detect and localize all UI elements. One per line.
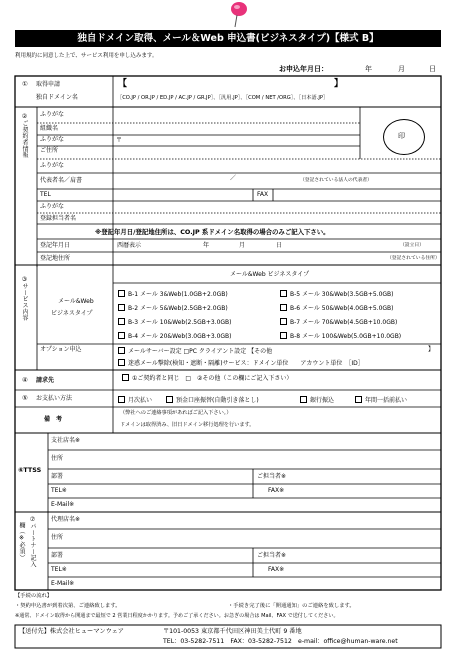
address-label: ご住所 — [40, 147, 59, 154]
plan-b6[interactable]: B-6 メール 50&Web(4.0GB+5.0GB) — [280, 304, 394, 312]
payment-label: お支払い方法 — [36, 395, 73, 402]
plan-b2[interactable]: B-2 メール 5&Web(2.5GB+2.0GB) — [118, 304, 228, 312]
reg-person-label: 登録担当者名 — [40, 215, 77, 222]
domain-bracket-open: 【 — [118, 79, 128, 89]
send-address: 〒101-0053 東京都千代田区神田美土代町 9 番地 — [163, 628, 302, 635]
section4-number: ④ — [22, 376, 28, 384]
section1-number: ① — [22, 80, 28, 88]
section6-label: ⑥TTSS — [18, 466, 42, 474]
remarks-label: 備 考 — [44, 416, 63, 423]
checkbox[interactable] — [118, 290, 125, 297]
agreement-text: 利用規約に同意した上で、サービス利用を申し込みます。 — [15, 53, 158, 59]
flow-line3: ※通常、ドメイン取得から開通まで最短で 2 営業日程度かかります。予めご了承ください。お急ぎの場合は Mail、FAX で送付してください。 — [15, 613, 339, 619]
partner-person-label: ご担当者※ — [257, 552, 287, 559]
branch-input[interactable] — [100, 435, 440, 449]
ttss-tel-label: TEL※ — [51, 487, 67, 494]
payment-bank[interactable]: 銀行振込 — [300, 396, 334, 404]
partner-address-label: 住所 — [51, 534, 64, 541]
plan-b5[interactable]: B-5 メール 30&Web(3.5GB+5.0GB) — [280, 290, 394, 298]
plan-b7[interactable]: B-7 メール 70&Web(4.5GB+10.0GB) — [280, 318, 397, 326]
plan-b4[interactable]: B-4 メール 20&Web(3.0GB+3.0GB) — [118, 332, 232, 340]
remarks-line1: （弊社へのご連絡事項があればご記入下さい。） — [120, 410, 232, 416]
ttss-address-label: 住所 — [51, 455, 64, 462]
ttss-dept-label: 部署 — [51, 473, 64, 480]
apply-date-label: お申込年月日： — [279, 65, 328, 73]
partner-fax-label: FAX※ — [268, 566, 285, 573]
checkbox[interactable] — [166, 396, 173, 403]
reg-addr-label: 登記地住所 — [40, 255, 71, 262]
partner-dept-label: 部署 — [51, 552, 64, 559]
reg-addr-input[interactable] — [114, 253, 384, 263]
partner-email-label: E-Mail※ — [51, 580, 75, 587]
org-furigana2-label: ふりがな — [40, 136, 65, 143]
reg-addr-note: （登記されている住所） — [387, 256, 440, 261]
reg-month: 月 — [239, 242, 246, 249]
plan-b1[interactable]: B-1 メール 3&Web(1.0GB+2.0GB) — [118, 290, 228, 298]
payment-annual[interactable]: 年間一括前払い — [355, 396, 407, 404]
org-name-input[interactable] — [114, 124, 359, 134]
option-other-close: 】 — [428, 346, 435, 353]
reg-date-label: 登記年月日 — [40, 242, 71, 249]
checkbox[interactable] — [118, 359, 125, 366]
rep-name-label: 代表者名／肩書 — [40, 177, 83, 184]
agency-input[interactable] — [100, 514, 440, 528]
ttss-person-label: ご担当者※ — [257, 473, 287, 480]
checkbox[interactable] — [118, 332, 125, 339]
flow-line2: ・手続き完了後に「開通通知」のご連絡を致します。 — [228, 603, 355, 609]
org-name-label: 組織名 — [40, 125, 59, 132]
option-label: オプション申込 — [40, 346, 82, 353]
checkbox[interactable] — [280, 290, 287, 297]
send-contact: TEL：03-5282-7511 FAX：03-5282-7512 e-mail：office@human-ware.net — [163, 638, 398, 645]
section1-label-a: 取得申請 — [36, 81, 61, 88]
era-label: 西暦表示 — [117, 242, 142, 249]
reg-day: 日 — [276, 242, 283, 249]
remarks-line2: ドメインは取得済み、旧日ドメイン移行処理を行います。 — [120, 422, 255, 428]
reg-furigana-label: ふりがな — [40, 203, 65, 210]
checkbox[interactable] — [280, 304, 287, 311]
checkbox[interactable] — [280, 332, 287, 339]
fax-label: FAX — [257, 191, 269, 198]
rep-name-input[interactable] — [114, 174, 224, 186]
apply-year: 年 — [365, 65, 372, 73]
rep-slash: ／ — [230, 175, 237, 182]
billing-label: 請求先 — [36, 377, 55, 384]
registration-notice: ※登記年月日/登記地住所は、CO.JP 系ドメイン名取得の場合のみご記入下さい。 — [95, 228, 330, 236]
option-spam-filter[interactable]: 迷惑メール撃除(検知・遮断・隔離)サービス：ドメイン単位 アカウント単位 ［ID］ — [118, 359, 364, 367]
checkbox[interactable] — [355, 396, 362, 403]
ttss-email-label: E-Mail※ — [51, 501, 75, 508]
mw-label-a: メール&Web — [58, 298, 94, 305]
tel-input[interactable] — [114, 190, 252, 200]
checkbox[interactable] — [122, 374, 129, 381]
apply-day: 日 — [429, 65, 436, 73]
checkbox[interactable] — [280, 318, 287, 325]
plan-b8[interactable]: B-8 メール 100&Web(5.0GB+10.0GB) — [280, 332, 401, 340]
checkbox[interactable] — [118, 347, 125, 354]
fax-input[interactable] — [274, 190, 440, 200]
section2-label: ②ご契約者情報 — [21, 113, 28, 159]
billing-options[interactable]: ①ご契約者と同じ □ ②その他（この欄にご記入下さい） — [122, 374, 292, 382]
mw-label-b: ビジネスタイプ — [51, 310, 93, 317]
option-server-setup[interactable]: メールサーバー設定 □PC クライアント設定 【その他 — [118, 347, 272, 355]
domain-name-input[interactable] — [128, 80, 328, 91]
flow-title: 【手続の流れ】 — [15, 593, 53, 599]
checkbox[interactable] — [300, 396, 307, 403]
checkbox[interactable] — [118, 304, 125, 311]
address-input[interactable] — [114, 147, 359, 158]
ttss-address-input[interactable] — [100, 452, 440, 468]
domain-bracket-close: 】 — [334, 79, 344, 89]
plan-b3[interactable]: B-3 メール 10&Web(2.5GB+3.0GB) — [118, 318, 232, 326]
checkbox[interactable] — [118, 396, 125, 403]
seal-label: 印 — [398, 132, 405, 140]
rep-note: （登記されている法人の代表者） — [300, 178, 372, 183]
domain-type-options: ［CO.JP / OR.JP / ED.JP / AC.JP / GR.JP］、［汎用.JP］、［COM / NET /ORG］、［日本語.JP］ — [117, 95, 329, 101]
rep-title-input[interactable] — [238, 174, 298, 186]
ttss-fax-label: FAX※ — [268, 487, 285, 494]
checkbox[interactable] — [118, 318, 125, 325]
branch-label: 支社店名※ — [51, 437, 81, 444]
section7-label-a: ⑦パートナー記入 — [29, 516, 36, 568]
payment-debit[interactable]: 預金口座振替(自動引き落とし) — [166, 396, 259, 404]
payment-monthly[interactable]: 月次払い — [118, 396, 152, 404]
section1-label-b: 独自ドメイン名 — [36, 94, 78, 101]
apply-month: 月 — [398, 65, 405, 73]
plan-header: メール&Web ビジネスタイプ — [230, 271, 310, 278]
partner-tel-label: TEL※ — [51, 566, 67, 573]
send-to-label: 【送付先】株式会社ヒューマンウェア — [19, 628, 124, 635]
section7-label-b: 欄（※必須） — [18, 522, 25, 561]
reg-person-input[interactable] — [114, 214, 440, 223]
rep-furigana-label: ふりがな — [40, 162, 65, 169]
postal-mark: 〒 — [116, 137, 123, 144]
agency-label: 代理店名※ — [51, 516, 81, 523]
form-title: 独自ドメイン取得、メール＆Web 申込書(ビジネスタイプ)【様式 B】 — [15, 30, 441, 47]
section3-label: ③サービス内容 — [21, 276, 28, 322]
partner-address-input[interactable] — [100, 531, 440, 547]
section5-number: ⑤ — [22, 394, 28, 402]
tel-label: TEL — [40, 191, 51, 198]
flow-line1: ・契約申込書が到着次第、ご連絡致します。 — [15, 603, 121, 609]
reg-year: 年 — [203, 242, 210, 249]
org-furigana-label: ふりがな — [40, 111, 65, 118]
est-note: （設立日） — [400, 243, 424, 248]
